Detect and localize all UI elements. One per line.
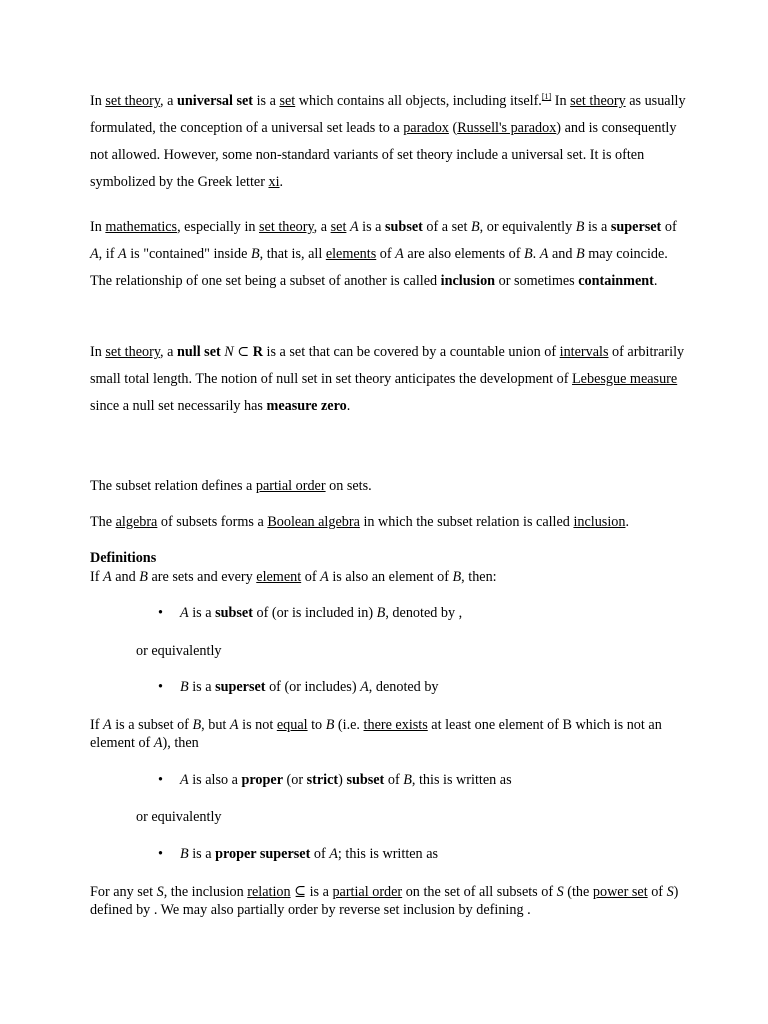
term-inclusion: inclusion <box>440 273 496 289</box>
link-lebesgue-measure[interactable]: Lebesgue measure <box>572 371 678 387</box>
link-set-theory[interactable]: set theory <box>570 93 626 109</box>
proper-subset-intro: If A is a subset of B, but A is not equal to B (i.e. there exists at least one element of B which is not an element of A), then <box>90 717 662 751</box>
bullet-superset: • B is a superset of (or includes) A, denoted by <box>158 679 439 695</box>
definitions-heading: Definitions <box>90 550 157 566</box>
universal-set-paragraph: In set theory, a universal set is a set which contains all objects, including itself.[1] In set theory as usually formulated, the conception of a universal set leads to a paradox (Russell's paradox) and is consequently not allowed. However, some non-standard variants of set theory include a universal set. It is often symbolized by the Greek letter xi. <box>90 92 686 190</box>
link-inclusion[interactable]: inclusion <box>573 514 626 530</box>
link-intervals[interactable]: intervals <box>559 344 609 360</box>
link-paradox[interactable]: paradox <box>403 120 449 136</box>
bullet-proper-superset: • B is a proper superset of A; this is written as <box>158 846 439 862</box>
link-algebra[interactable]: algebra <box>115 514 158 530</box>
link-set[interactable]: set <box>279 93 296 109</box>
link-partial-order[interactable]: partial order <box>332 884 403 900</box>
link-there-exists[interactable]: there exists <box>363 717 428 733</box>
term-universal-set: universal set <box>176 93 254 109</box>
term-superset: superset <box>610 219 662 235</box>
algebra-paragraph: The algebra of subsets forms a Boolean algebra in which the subset relation is called inclusion. <box>90 514 630 530</box>
link-boolean-algebra[interactable]: Boolean algebra <box>267 514 360 530</box>
link-power-set[interactable]: power set <box>592 884 648 900</box>
link-partial-order[interactable]: partial order <box>255 478 326 494</box>
bullet-glyph: • <box>158 846 163 862</box>
link-set-theory[interactable]: set theory <box>259 219 314 235</box>
null-set-paragraph: In set theory, a null set N ⊂ R is a set that can be covered by a countable union of intervals of arbitrarily small total length. The notion of null set in set theory anticipates the development of Lebesgue measure since a null set necessarily has measure zero. <box>90 344 685 414</box>
link-set-theory[interactable]: set theory <box>105 93 161 109</box>
link-mathematics[interactable]: mathematics <box>105 219 178 235</box>
link-equal[interactable]: equal <box>276 717 308 733</box>
term-containment: containment <box>578 273 654 289</box>
inclusion-relation-paragraph: For any set S, the inclusion relation ⊆ is a partial order on the set of all subsets of S (the power set of S) defined by . We may also partially order by reverse set inclusion by defining . <box>90 884 679 918</box>
link-relation[interactable]: relation <box>247 884 291 900</box>
bullet-glyph: • <box>158 679 163 695</box>
or-equivalently-1: or equivalently <box>136 643 222 659</box>
partial-order-paragraph: The subset relation defines a partial order on sets. <box>90 478 372 494</box>
link-russells-paradox[interactable]: Russell's paradox <box>457 120 557 136</box>
bullet-glyph: • <box>158 772 163 788</box>
bullet-glyph: • <box>158 605 163 621</box>
or-equivalently-2: or equivalently <box>136 809 222 825</box>
link-elements[interactable]: elements <box>325 246 377 262</box>
term-subset: subset <box>385 219 423 235</box>
term-null-set: null set <box>176 344 221 360</box>
term-measure-zero: measure zero <box>266 398 347 414</box>
subset-paragraph: In mathematics, especially in set theory, a set A is a subset of a set B, or equivalently B is a superset of A, if A is "contained" inside B, that is, all elements of A are also elements of B. A and B may coincide. The relationship of one set being a subset of another is called inclusion or sometimes containment. <box>90 219 677 289</box>
bullet-proper-subset: • A is also a proper (or strict) subset of B, this is written as <box>158 772 512 788</box>
link-xi[interactable]: xi <box>268 174 280 190</box>
citation-link[interactable]: [1] <box>541 92 552 101</box>
link-element[interactable]: element <box>256 569 302 585</box>
definitions-intro: If A and B are sets and every element of A is also an element of B, then: <box>90 569 497 585</box>
link-set[interactable]: set <box>330 219 347 235</box>
link-set-theory[interactable]: set theory <box>105 344 161 360</box>
bullet-subset: • A is a subset of (or is included in) B, denoted by , <box>158 605 463 621</box>
